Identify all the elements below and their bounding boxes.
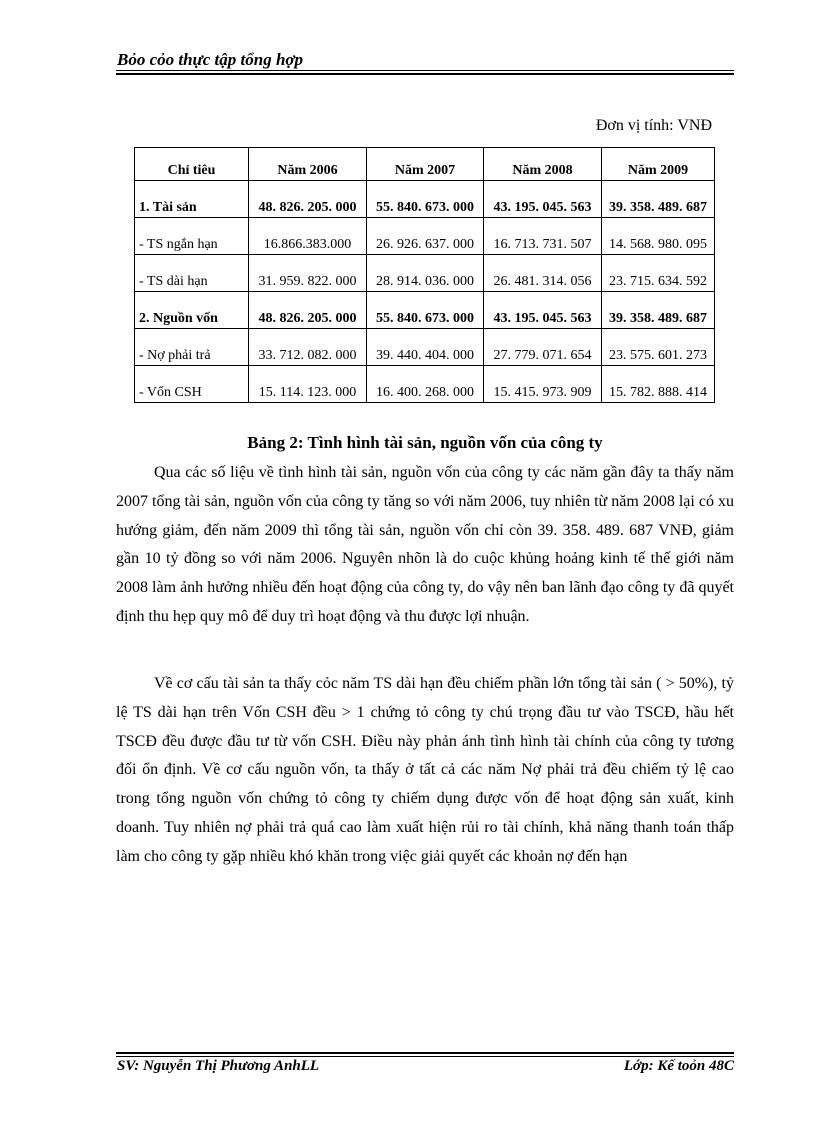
- body-paragraph: Về cơ cấu tài sản ta thấy cỏc năm TS dài hạn đều chiếm phần lớn tổng tài sản ( > 50%), tỷ lệ TS dài hạn trên Vốn CSH đều > 1 chứng tỏ công ty chú trọng đầu tư vào TSCĐ, hầu hết TSCĐ đều được đầu tư từ vốn CSH. Điều này phản ánh tình hình tài chính của công ty tương đối ổn định. Về cơ cấu nguồn vốn, ta thấy ở tất cả các năm Nợ phải trả đều chiếm tỷ lệ cao trong tổng nguồn vốn chứng tỏ công ty chiếm dụng được vốn để hoạt động sản xuất, kinh doanh. Tuy nhiên nợ phải trả quá cao làm xuất hiện rủi ro tài chính, khả năng thanh toán thấp làm cho công ty gặp nhiều khó khăn trong việc giải quyết các khoản nợ đến hạn: [116, 675, 734, 865]
- footer-class: Lớp: Kế toỏn 48C: [623, 1058, 734, 1074]
- column-header: Năm 2008: [484, 148, 602, 181]
- table-cell: 43. 195. 045. 563: [484, 292, 602, 329]
- table-cell: 15. 782. 888. 414: [602, 366, 715, 403]
- table-row: [135, 292, 715, 329]
- table-cell: 16.866.383.000: [249, 218, 367, 255]
- table-cell: 15. 415. 973. 909: [484, 366, 602, 403]
- body-paragraph: Qua các số liệu về tình hình tài sản, nguồn vốn của công ty các năm gần đây ta thấy năm 2007 tổng tài sản, nguồn vốn của công ty tăng so với năm 2006, tuy nhiên từ năm 2008 lại có xu hướng giảm, đến năm 2009 thì tổng tài sản, nguồn vốn chỉ còn 39. 358. 489. 687 VNĐ, giảm gần 10 tỷ đồng so với năm 2006. Nguyên nhõn là do cuộc khủng hoảng kinh tế thế giới năm 2008 làm ảnh hưởng nhiều đến hoạt động của công ty, do vậy nên ban lãnh đạo công ty đã quyết định thu hẹp quy mô để duy trì hoạt động và thu được lợi nhuận.: [116, 464, 734, 625]
- row-label: 2. Nguồn vốn: [135, 292, 249, 329]
- unit-label: Đơn vị tính: VNĐ: [595, 117, 712, 134]
- table-row: [135, 218, 715, 255]
- table-row: [135, 255, 715, 292]
- table-cell: 15. 114. 123. 000: [249, 366, 367, 403]
- column-header: Chỉ tiêu: [135, 148, 249, 181]
- table-cell: 23. 575. 601. 273: [602, 329, 715, 366]
- row-label: 1. Tài sản: [135, 181, 249, 218]
- row-label: - TS dài hạn: [135, 255, 249, 292]
- table-row: [135, 329, 715, 366]
- table-cell: 55. 840. 673. 000: [367, 181, 484, 218]
- table-cell: 39. 358. 489. 687: [602, 292, 715, 329]
- footer-student: SV: Nguyễn Thị Phương AnhLL: [117, 1058, 320, 1074]
- column-header: Năm 2009: [602, 148, 715, 181]
- row-label: - TS ngắn hạn: [135, 218, 249, 255]
- table-row: [135, 181, 715, 218]
- row-label: - Nợ phải trả: [135, 329, 249, 366]
- table-row: [135, 366, 715, 403]
- table-cell: 39. 440. 404. 000: [367, 329, 484, 366]
- table-cell: 16. 713. 731. 507: [484, 218, 602, 255]
- table-cell: 43. 195. 045. 563: [484, 181, 602, 218]
- table-cell: 28. 914. 036. 000: [367, 255, 484, 292]
- table-cell: 14. 568. 980. 095: [602, 218, 715, 255]
- financial-table: [134, 147, 715, 403]
- table-cell: 31. 959. 822. 000: [249, 255, 367, 292]
- header-title: Bỏo cỏo thực tập tổng hợp: [117, 50, 304, 69]
- footer-rule: [116, 1052, 734, 1057]
- table-cell: 16. 400. 268. 000: [367, 366, 484, 403]
- table-cell: 33. 712. 082. 000: [249, 329, 367, 366]
- table-cell: 26. 481. 314. 056: [484, 255, 602, 292]
- column-header: Năm 2006: [249, 148, 367, 181]
- table-cell: 48. 826. 205. 000: [249, 292, 367, 329]
- table-cell: 26. 926. 637. 000: [367, 218, 484, 255]
- table-caption: Bảng 2: Tình hình tài sản, nguồn vốn của công ty: [247, 433, 603, 452]
- row-label: - Vốn CSH: [135, 366, 249, 403]
- table-header-row: [135, 148, 715, 181]
- column-header: Năm 2007: [367, 148, 484, 181]
- table-cell: 39. 358. 489. 687: [602, 181, 715, 218]
- table-cell: 27. 779. 071. 654: [484, 329, 602, 366]
- table-cell: 55. 840. 673. 000: [367, 292, 484, 329]
- table-cell: 48. 826. 205. 000: [249, 181, 367, 218]
- header-rule: [116, 70, 734, 75]
- table-cell: 23. 715. 634. 592: [602, 255, 715, 292]
